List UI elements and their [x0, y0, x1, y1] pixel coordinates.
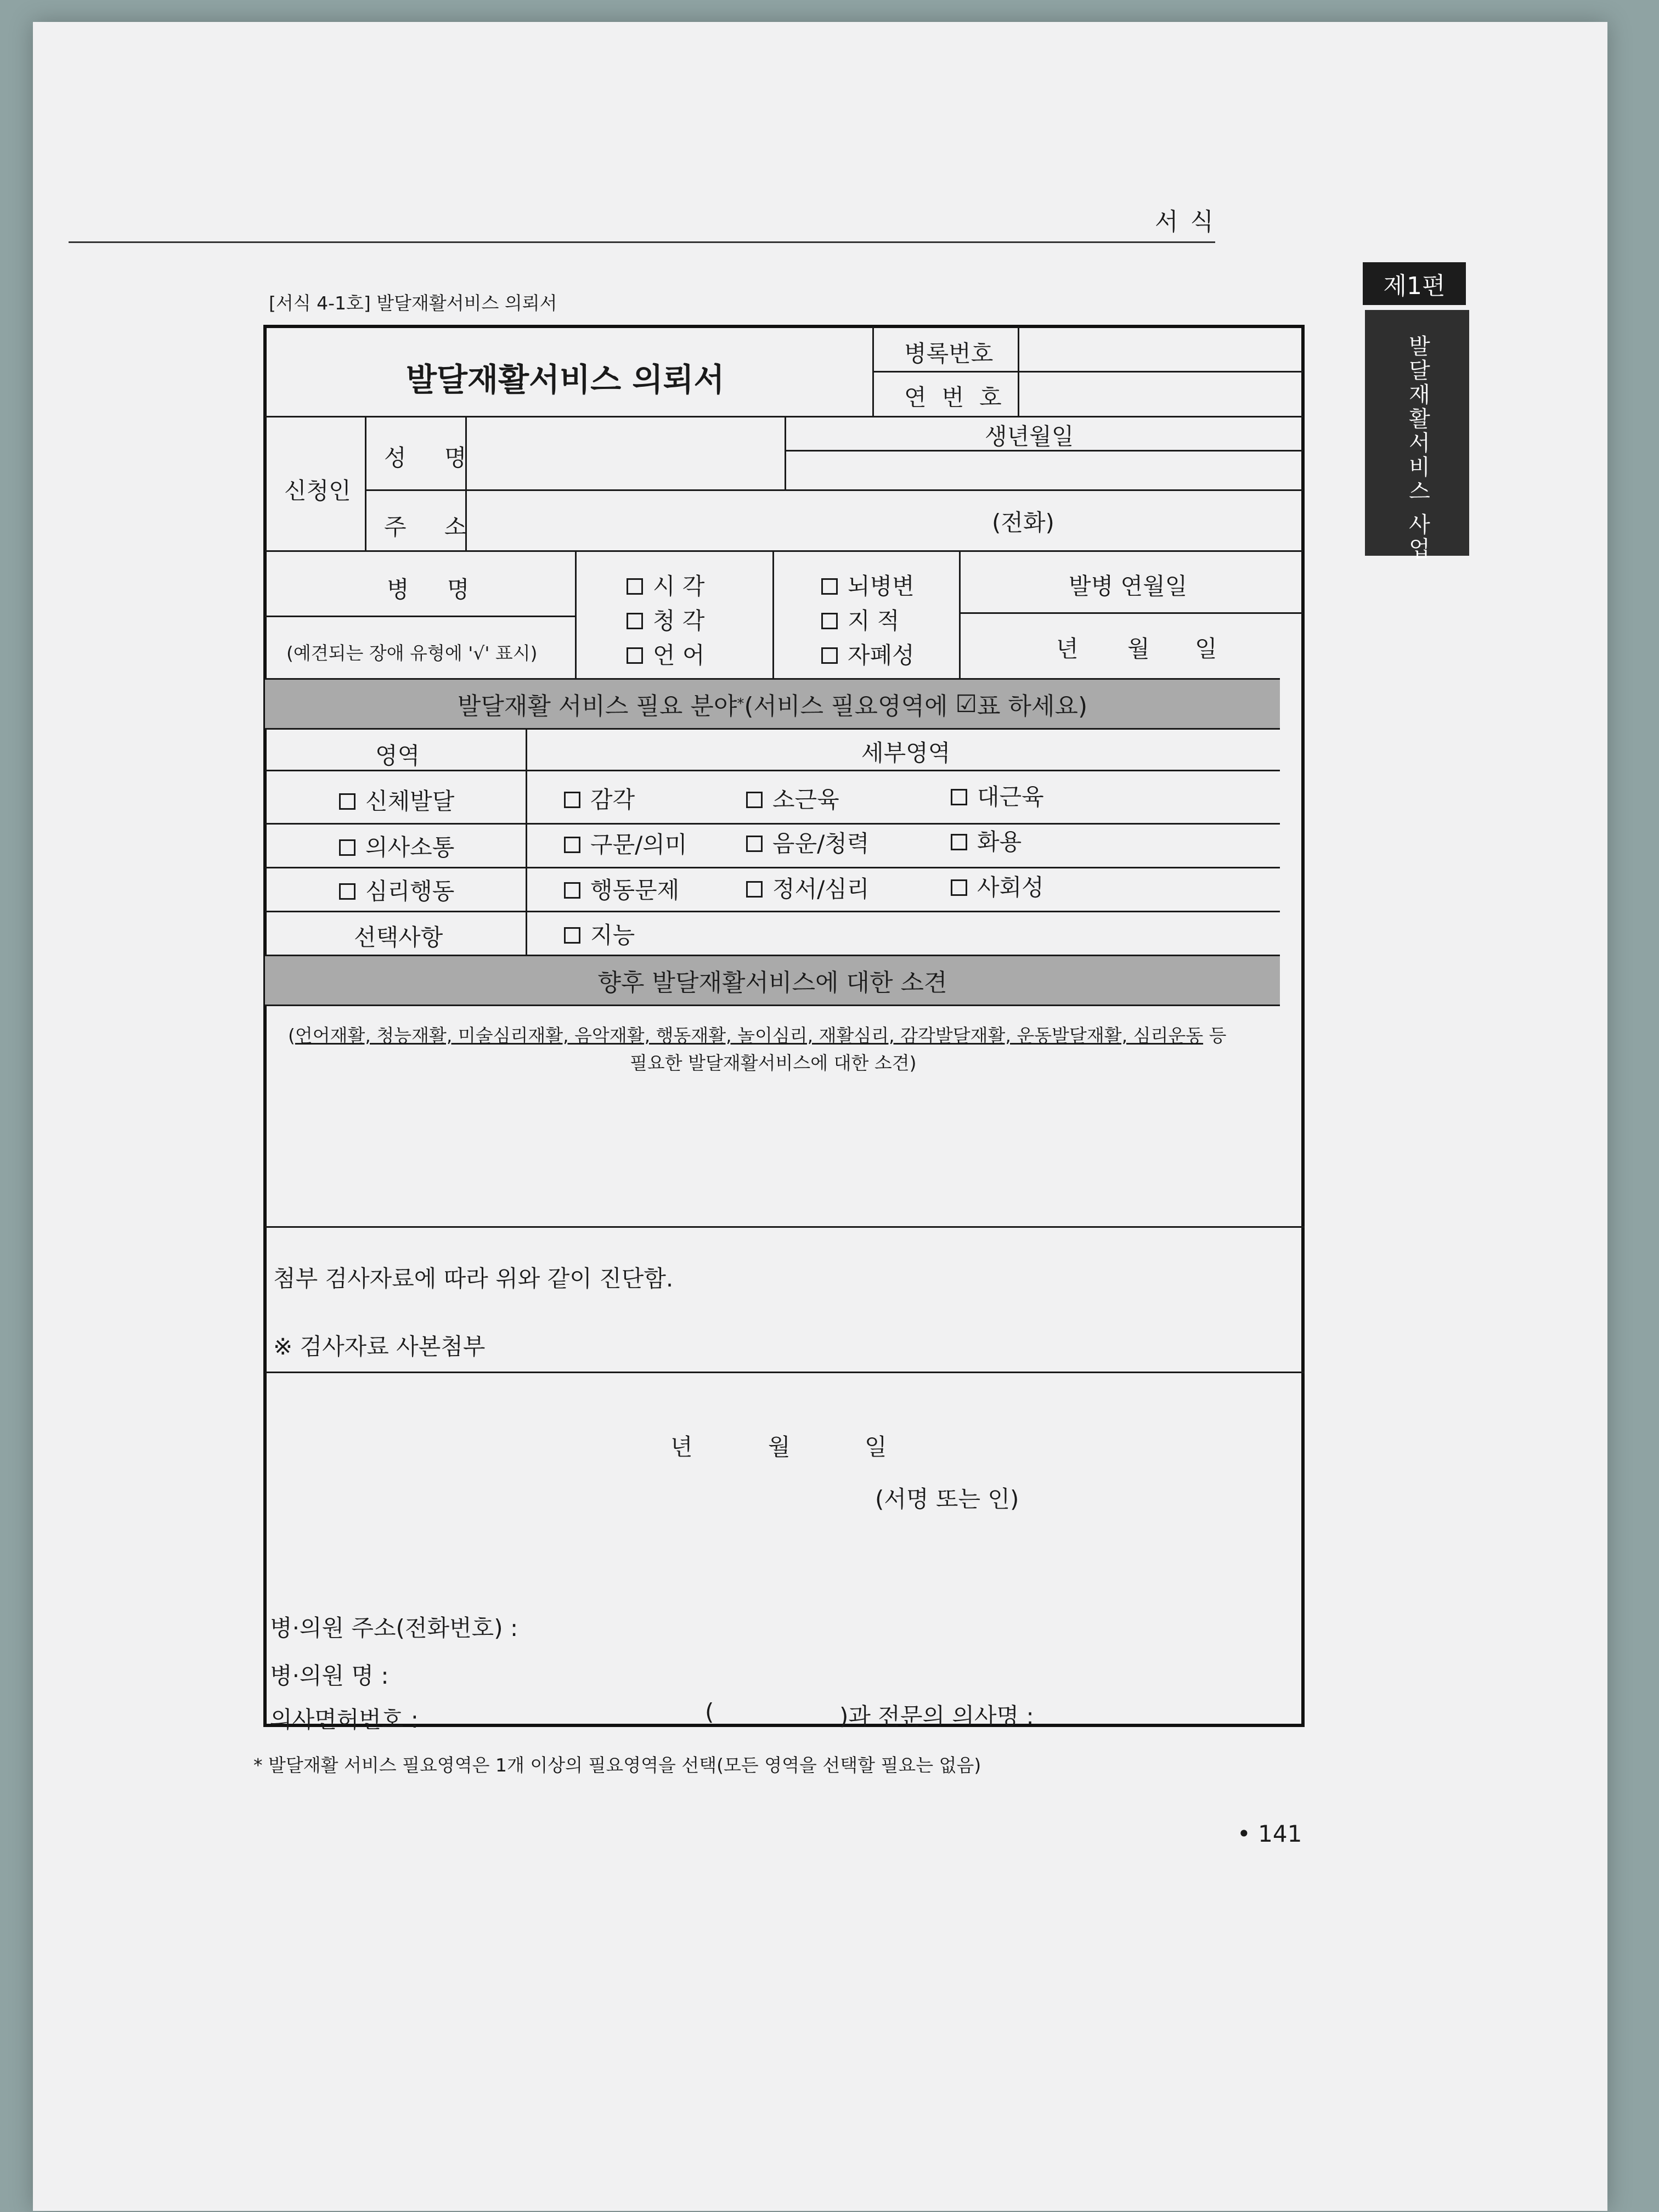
area-option[interactable]: 심리행동	[339, 873, 454, 906]
detail-option[interactable]: 지능	[564, 917, 635, 950]
birth-date-field[interactable]	[795, 455, 1289, 483]
checkbox[interactable]	[564, 882, 580, 899]
name-label: 성 명	[384, 444, 482, 471]
checked-box-icon: ☑	[955, 690, 977, 718]
checkbox[interactable]	[746, 881, 763, 898]
checkbox[interactable]	[339, 793, 356, 810]
grid-line	[265, 416, 1303, 417]
header-rule	[69, 241, 1215, 243]
year-label: 년	[1056, 635, 1079, 662]
checkbox[interactable]	[746, 792, 763, 808]
part-tab: 제1편	[1363, 262, 1466, 305]
section-title: 서식	[1155, 208, 1226, 236]
service-band-text: 표 하세요)	[977, 692, 1088, 720]
checkbox[interactable]	[821, 613, 838, 629]
checkbox[interactable]	[821, 578, 838, 595]
record-number-field[interactable]	[1031, 337, 1284, 364]
detail-area-header: 세부영역	[861, 740, 951, 766]
checkbox[interactable]	[339, 839, 356, 856]
service-band-text: 발달재활 서비스 필요 분야	[457, 692, 737, 720]
record-number-label: 병록번호	[904, 340, 994, 367]
opinion-note-line2: 필요한 발달재활서비스에 대한 소견)	[630, 1052, 917, 1074]
checkbox[interactable]	[564, 927, 580, 944]
page-number: • 141	[1237, 1820, 1302, 1847]
opinion-note-line1: (언어재활, 청능재활, 미술심리재활, 음악재활, 행동재활, 놀이심리, 재활심리, 감각발달재활, 운동발달재활, 심리운동 등	[288, 1025, 1227, 1046]
phone-label: (전화)	[992, 509, 1054, 536]
footnote-star: *	[737, 696, 744, 712]
grid-line	[265, 823, 1280, 825]
grid-line	[265, 1372, 1305, 1373]
opinion-band-text: 향후 발달재활서비스에 대한 소견	[597, 969, 947, 997]
license-number-label: 의사면허번호 :	[270, 1706, 419, 1733]
area-option[interactable]: 신체발달	[339, 783, 454, 816]
onset-date-label: 발병 연월일	[1069, 573, 1188, 600]
name-field[interactable]	[477, 425, 774, 480]
side-label: 발달재활서비스 사업	[1405, 335, 1430, 561]
applicant-label: 신청인	[284, 477, 351, 504]
detail-option[interactable]: 대근육	[951, 779, 1044, 812]
specialty-field[interactable]	[729, 1699, 838, 1726]
grid-line	[365, 417, 366, 551]
form-title: 발달재활서비스 의뢰서	[406, 361, 725, 398]
checkbox[interactable]	[951, 789, 967, 805]
sign-year-label: 년	[670, 1434, 693, 1460]
checkbox[interactable]	[564, 837, 580, 853]
opinion-field[interactable]	[274, 1078, 1278, 1221]
grid-line	[265, 911, 1280, 912]
checkbox[interactable]	[339, 883, 356, 900]
hospital-name-label: 병·의원 명 :	[270, 1662, 389, 1689]
detail-option[interactable]: 감각	[564, 782, 635, 815]
disease-name-label: 병 명	[387, 576, 485, 603]
detail-option[interactable]: 사회성	[951, 870, 1044, 902]
detail-option[interactable]: 행동문제	[564, 872, 679, 905]
checkbox[interactable]	[951, 834, 967, 850]
detail-option[interactable]: 화용	[951, 824, 1022, 857]
grid-line	[365, 489, 1303, 491]
checkbox[interactable]	[821, 647, 838, 664]
grid-line	[265, 616, 575, 617]
birth-date-label: 생년월일	[985, 423, 1074, 450]
checkbox[interactable]	[627, 578, 643, 595]
checkbox[interactable]	[564, 792, 580, 808]
area-option[interactable]: 의사소통	[339, 830, 454, 862]
footnote: * 발달재활 서비스 필요영역은 1개 이상의 필요영역을 선택(모든 영역을 선택할 필요는 없음)	[253, 1754, 981, 1776]
disability-option[interactable]: 언 어	[627, 637, 705, 670]
grid-line	[575, 551, 577, 680]
grid-line	[265, 1226, 1305, 1228]
grid-line	[785, 417, 786, 491]
optional-label: 선택사항	[354, 924, 443, 951]
specialty-open-paren: (	[705, 1699, 714, 1725]
sign-day-label: 일	[865, 1434, 887, 1460]
form-number-label: [서식 4-1호] 발달재활서비스 의뢰서	[269, 292, 557, 314]
detail-option[interactable]: 음운/청력	[746, 826, 869, 859]
diagnosis-statement: 첨부 검사자료에 따라 위와 같이 진단함.	[273, 1265, 674, 1292]
service-area-band	[265, 678, 1280, 730]
serial-number-label: 연번호	[904, 384, 1017, 411]
disability-option[interactable]: 자폐성	[821, 637, 915, 670]
signature-note: (서명 또는 인)	[875, 1486, 1019, 1513]
area-header: 영역	[375, 742, 420, 769]
grid-line	[872, 371, 1303, 373]
detail-option[interactable]: 소근육	[746, 782, 839, 815]
grid-line	[265, 550, 1303, 552]
hospital-address-label: 병·의원 주소(전화번호) :	[270, 1615, 518, 1641]
grid-line	[959, 551, 961, 680]
day-label: 일	[1195, 635, 1217, 662]
checkbox[interactable]	[627, 647, 643, 664]
address-label: 주 소	[384, 514, 482, 540]
detail-option[interactable]: 정서/심리	[746, 871, 869, 904]
grid-line	[526, 728, 527, 956]
grid-line	[959, 612, 1303, 614]
specialist-name-label: )과 전문의 의사명 :	[839, 1703, 1034, 1730]
checkbox[interactable]	[627, 613, 643, 629]
address-field[interactable]	[477, 496, 971, 543]
grid-line	[265, 867, 1280, 868]
disability-option[interactable]: 뇌병변	[821, 568, 915, 601]
disability-option[interactable]: 지 적	[821, 603, 900, 636]
serial-number-field[interactable]	[1031, 381, 1284, 408]
disability-note: (예견되는 장애 유형에 '√' 표시)	[286, 642, 538, 664]
checkbox[interactable]	[746, 836, 763, 852]
month-label: 월	[1127, 635, 1150, 662]
detail-option[interactable]: 구문/의미	[564, 827, 687, 860]
grid-line	[772, 551, 774, 680]
attachment-note: ※ 검사자료 사본첨부	[273, 1333, 486, 1360]
opinion-band	[265, 955, 1280, 1006]
disability-option[interactable]: 시 각	[627, 568, 705, 601]
checkbox[interactable]	[951, 879, 967, 896]
sign-month-label: 월	[768, 1434, 791, 1460]
service-band-text: (서비스 필요영역에	[744, 692, 948, 720]
disability-option[interactable]: 청 각	[627, 603, 705, 636]
